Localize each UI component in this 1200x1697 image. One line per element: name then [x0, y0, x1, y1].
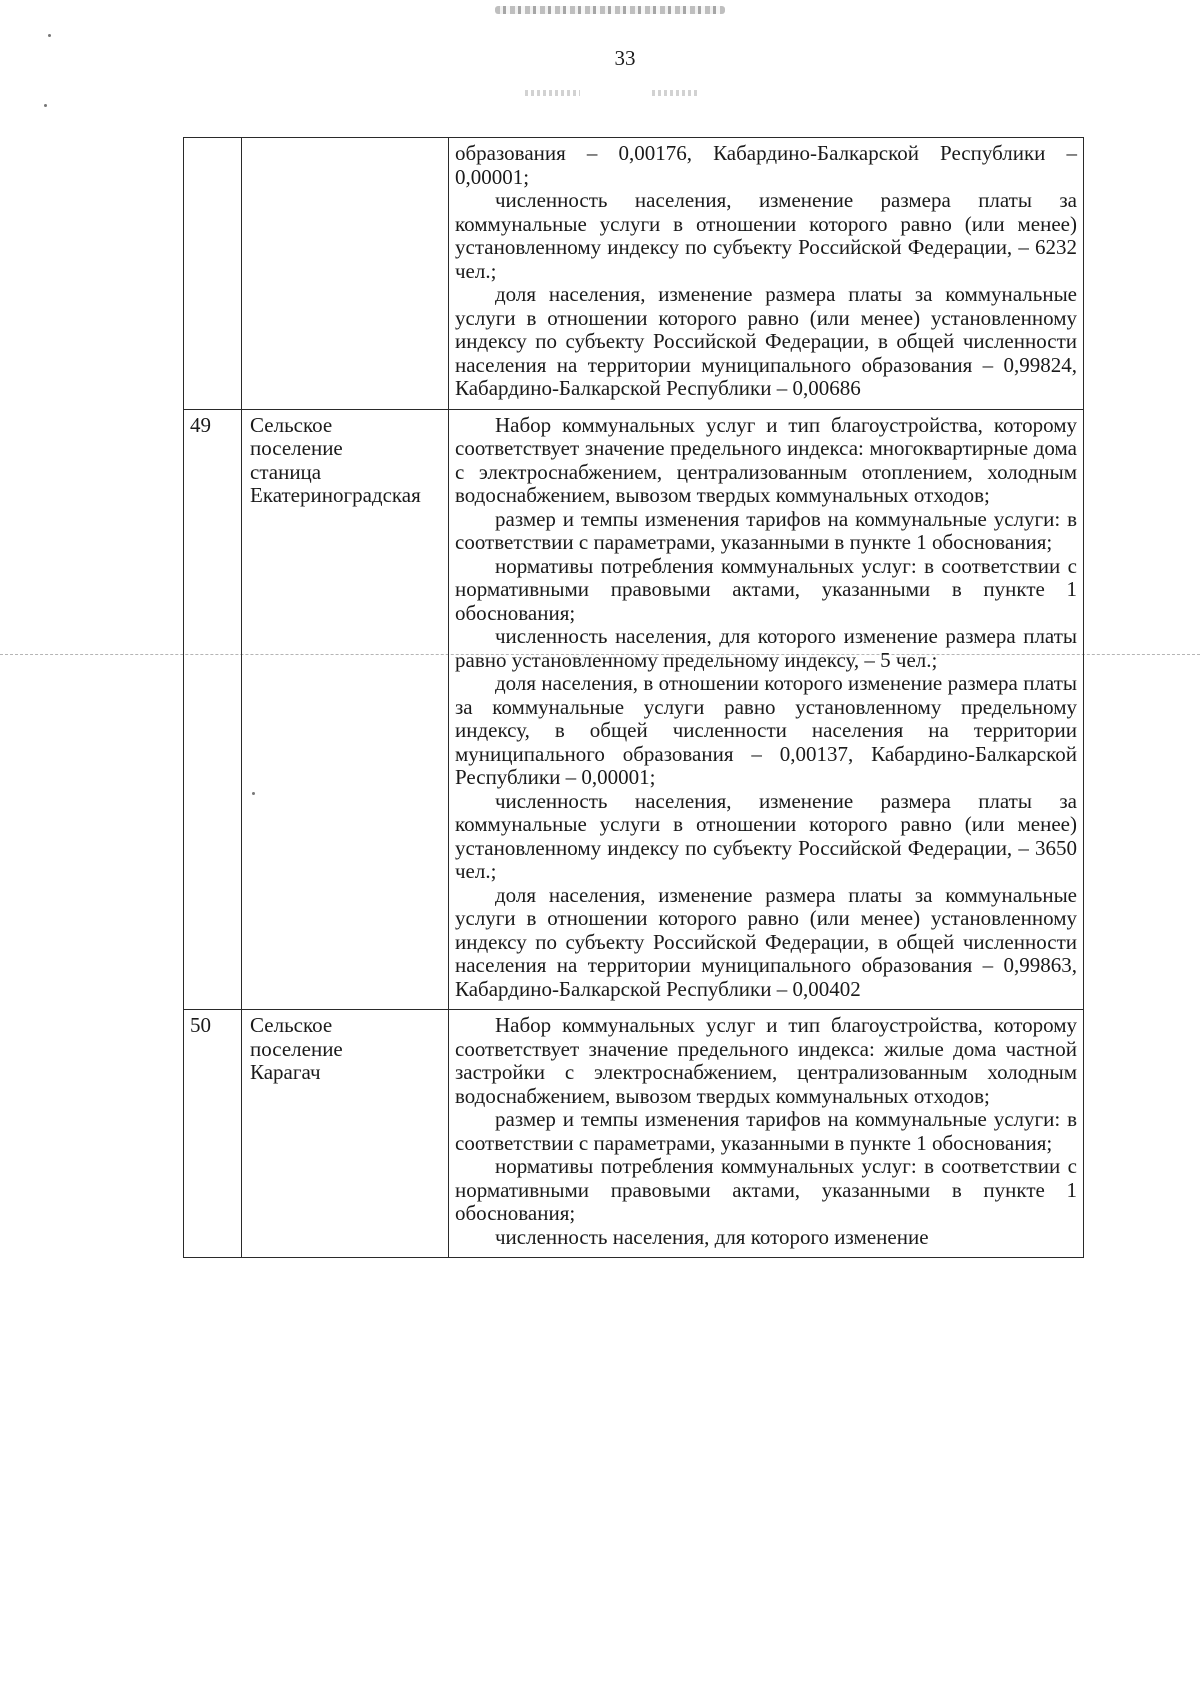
- justification-paragraph: нормативы потребления коммунальных услуг: в соответствии с нормативными правовыми актами, указанными в пункте 1 обоснования;: [455, 1154, 1077, 1225]
- municipality-name-line: Сельское: [250, 412, 333, 437]
- municipality-name-line: Карагач: [250, 1060, 321, 1084]
- justification-paragraph: доля населения, в отношении которого изменение размера платы за коммунальные услуги равно установленному предельному индексу, в общей численности населения на территории муниципального образования – 0,00137, Кабардино-Балкарской Республики – 0,00001;: [455, 671, 1077, 789]
- municipality-name: [242, 409, 449, 1010]
- justification-text: [449, 138, 1084, 410]
- justification-paragraph: численность населения, для которого изменение: [495, 1224, 929, 1249]
- justification-paragraph: Набор коммунальных услуг и тип благоустройства, которому соответствует значение предельного индекса: жилые дома частной застройки с электроснабжением, централизованным холодным водоснабжением, вывозом твердых коммунальных отходов;: [455, 1013, 1077, 1108]
- scan-artifact-left: [525, 90, 580, 96]
- scan-artifact-top: [495, 6, 725, 14]
- justification-paragraph: образования – 0,00176, Кабардино-Балкарской Республики – 0,00001;: [455, 141, 1077, 189]
- page-number: 33: [614, 46, 636, 70]
- document-table: [183, 137, 1084, 1258]
- municipality-name-line: Сельское: [250, 1013, 333, 1037]
- justification-paragraph: нормативы потребления коммунальных услуг: в соответствии с нормативными правовыми актами, указанными в пункте 1 обоснования;: [455, 553, 1077, 625]
- table-row: [184, 409, 1084, 1010]
- municipality-name-line: станица: [250, 459, 322, 484]
- row-number: 49: [184, 409, 242, 1010]
- municipality-name: [242, 1010, 449, 1258]
- scan-speck: [48, 34, 51, 37]
- scan-speck: [44, 104, 47, 107]
- table-row: [184, 138, 1084, 410]
- justification-paragraph: численность населения, изменение размера платы за коммунальные услуги в отношении которого равно (или менее) установленному индексу по субъекту Российской Федерации, – 3650 чел.;: [455, 788, 1077, 883]
- justification-paragraph: доля населения, изменение размера платы за коммунальные услуги в отношении которого равно (или менее) установленному индексу по субъекту Российской Федерации, в общей численности населения на территории муниципального образования – 0,99824, Кабардино-Балкарской Республики – 0,00686: [455, 282, 1077, 400]
- municipality-name-line: Екатериноградская: [250, 483, 421, 507]
- justification-paragraph: численность населения, изменение размера платы за коммунальные услуги в отношении которого равно (или менее) установленному индексу по субъекту Российской Федерации, – 6232 чел.;: [455, 188, 1077, 283]
- row-number: [184, 138, 242, 410]
- justification-paragraph: численность населения, для которого изменение размера платы равно установленному предельному индексу, – 5 чел.;: [455, 624, 1077, 672]
- row-number: 50: [184, 1010, 242, 1258]
- justification-paragraph: размер и темпы изменения тарифов на коммунальные услуги: в соответствии с параметрами, указанными в пункте 1 обоснования;: [455, 506, 1077, 554]
- justification-text: [449, 409, 1084, 1010]
- justification-paragraph: доля населения, изменение размера платы за коммунальные услуги в отношении которого равно (или менее) установленному индексу по субъекту Российской Федерации, в общей численности населения на территории муниципального образования – 0,99863, Кабардино-Балкарской Республики – 0,00402: [455, 882, 1077, 1001]
- scan-artifact-right: [652, 90, 697, 96]
- justification-paragraph: Набор коммунальных услуг и тип благоустройства, которому соответствует значение предельного индекса: многоквартирные дома с электроснабжением, централизованным отоплением, холодным водоснабжением, вывозом твердых коммунальных отходов;: [455, 412, 1077, 507]
- municipality-name-line: поселение: [250, 436, 343, 460]
- justification-text: [449, 1010, 1084, 1258]
- justification-paragraph: размер и темпы изменения тарифов на коммунальные услуги: в соответствии с параметрами, указанными в пункте 1 обоснования;: [455, 1107, 1077, 1155]
- municipality-name: [242, 138, 449, 410]
- table-row: [184, 1010, 1084, 1258]
- municipality-name-line: поселение: [250, 1036, 343, 1061]
